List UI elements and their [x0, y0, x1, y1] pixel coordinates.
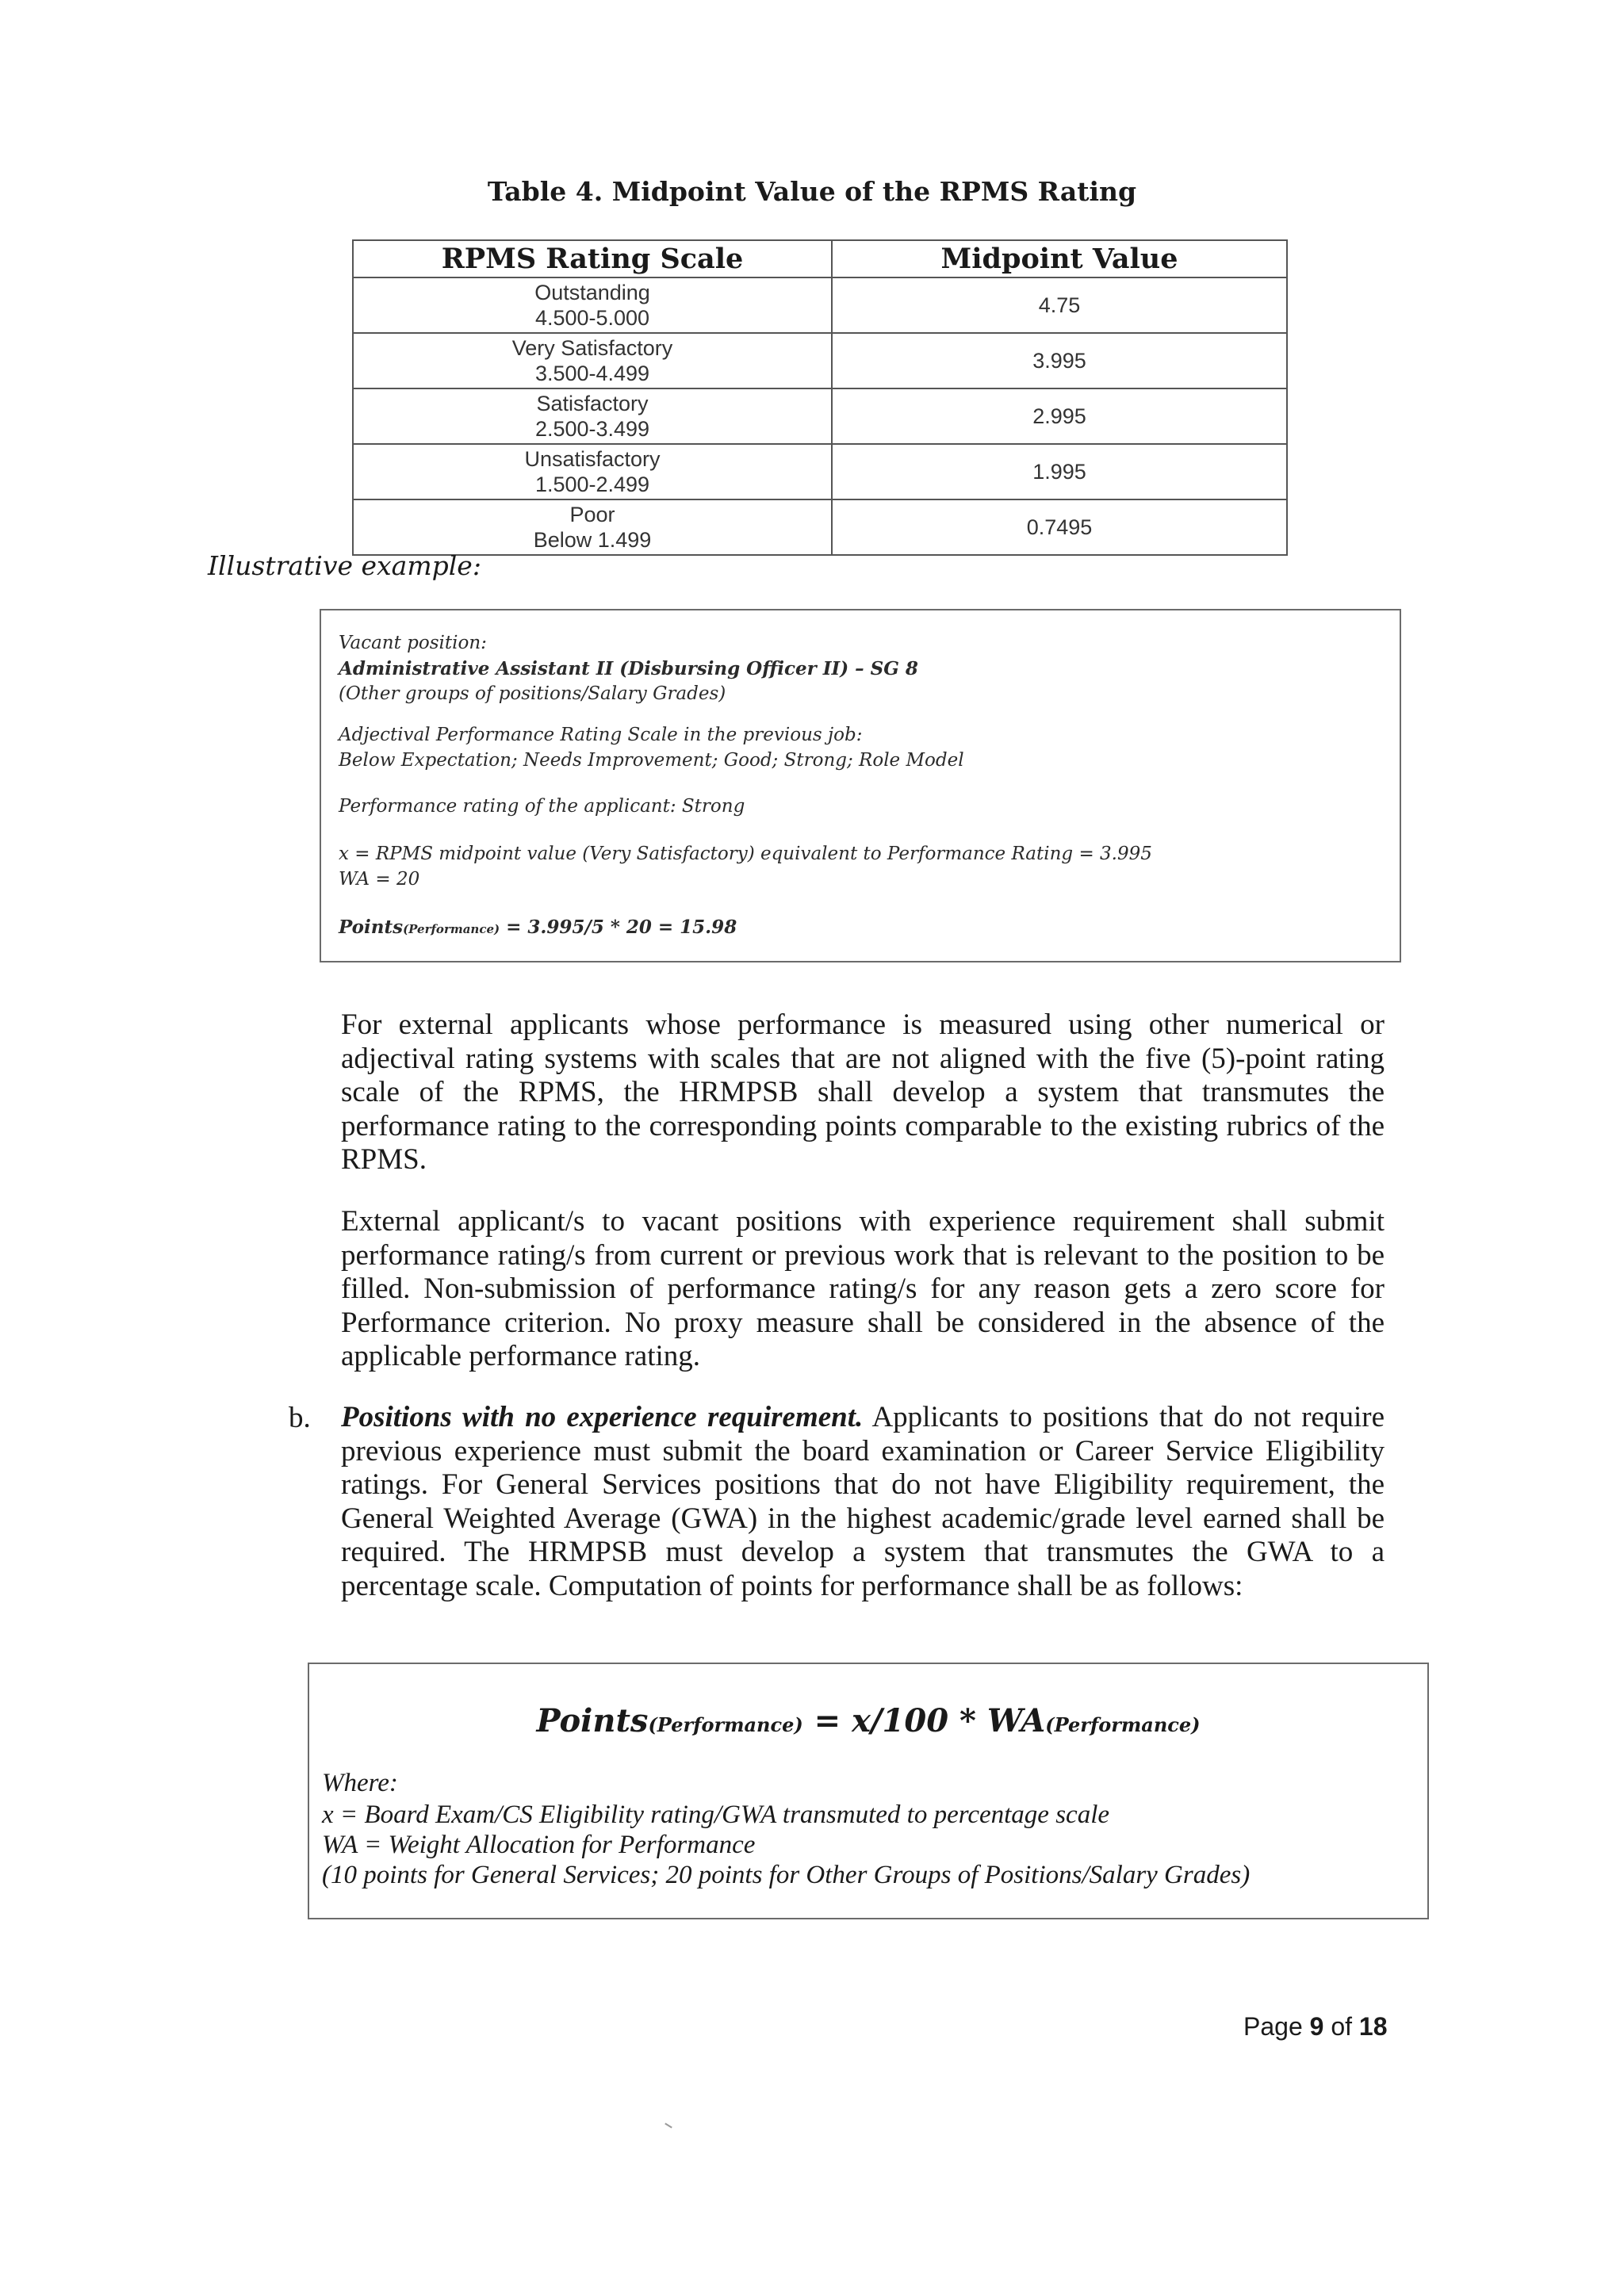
rating-range: 3.500-4.499 — [534, 362, 650, 385]
vacant-position-label: Vacant position: — [339, 633, 487, 653]
table-row — [353, 388, 1287, 444]
of-word: of — [1323, 2012, 1359, 2041]
x-definition-line: x = RPMS midpoint value (Very Satisfactory) equivalent to Performance Rating = 3.995 — [339, 844, 1152, 864]
formula-middle: = x/100 * WA — [802, 1702, 1046, 1739]
rating-label: Satisfactory — [536, 392, 649, 415]
weight-note: (10 points for General Services; 20 points for Other Groups of Positions/Salary Grades) — [322, 1861, 1251, 1889]
points-subscript: (Performance) — [403, 922, 500, 936]
column-header-midpoint: Midpoint Value — [832, 240, 1287, 277]
points-computation — [339, 916, 737, 938]
rating-label: Very Satisfactory — [511, 336, 673, 360]
scan-speck — [665, 2123, 672, 2129]
rating-range: 1.500-2.499 — [534, 473, 650, 496]
midpoint-cell: 3.995 — [832, 333, 1287, 388]
rating-range: 2.500-3.499 — [534, 417, 650, 441]
midpoint-cell: 1.995 — [832, 444, 1287, 499]
list-marker-b: b. — [289, 1402, 311, 1434]
rating-range: Below 1.499 — [533, 528, 652, 552]
table-header-row — [353, 240, 1287, 277]
rating-label: Unsatisfactory — [524, 447, 661, 471]
table-row — [353, 499, 1287, 555]
scale-values: Below Expectation; Needs Improvement; Good; Strong; Role Model — [339, 750, 964, 771]
table-row — [353, 277, 1287, 333]
rating-scale-cell — [353, 499, 832, 555]
position-title: Administrative Assistant II (Disbursing Officer II) – SG 8 — [339, 658, 918, 679]
formula-points-word: Points — [536, 1702, 649, 1739]
rating-scale-cell — [353, 388, 832, 444]
table-row — [353, 444, 1287, 499]
rating-range: 4.500-5.000 — [534, 306, 650, 330]
rating-label: Outstanding — [534, 281, 650, 304]
midpoint-cell: 0.7495 — [832, 499, 1287, 555]
position-group: (Other groups of positions/Salary Grades) — [339, 683, 726, 704]
column-header-scale: RPMS Rating Scale — [353, 240, 832, 277]
where-label: Where: — [322, 1769, 398, 1797]
midpoint-cell: 2.995 — [832, 388, 1287, 444]
current-page: 9 — [1309, 2012, 1324, 2041]
paragraph-no-experience — [341, 1401, 1385, 1603]
points-formula — [309, 1702, 1427, 1739]
total-pages: 18 — [1358, 2012, 1388, 2041]
x-definition: x = Board Exam/CS Eligibility rating/GWA transmuted to percentage scale — [322, 1800, 1110, 1829]
wa-line: WA = 20 — [339, 869, 420, 890]
no-experience-text: Applicants to positions that do not require previous experience must submit the board examination or Career Service Eligibility ratings. For General Services positions that do not have Eligibility requirement, the General Weighted Average (GWA) in the highest academic/grade level earned shall be required. The HRMPSB must develop a system that transmutes the GWA to a percentage scale. Computation of points for performance shall be as follows: — [341, 1401, 1385, 1602]
formula-points-subscript: (Performance) — [648, 1713, 803, 1736]
rating-label: Poor — [569, 503, 615, 526]
points-expression: = 3.995/5 * 20 = 15.98 — [500, 916, 737, 938]
performance-rating-line: Performance rating of the applicant: Strong — [339, 796, 745, 817]
scale-label: Adjectival Performance Rating Scale in the previous job: — [339, 725, 863, 745]
points-word: Points — [339, 916, 404, 938]
table-row — [353, 333, 1287, 388]
page-number — [1243, 2012, 1387, 2042]
rating-scale-cell — [353, 333, 832, 388]
page-word: Page — [1243, 2012, 1310, 2041]
rating-scale-cell — [353, 444, 832, 499]
wa-definition: WA = Weight Allocation for Performance — [322, 1831, 756, 1859]
rpms-midpoint-table — [352, 239, 1288, 556]
no-experience-heading: Positions with no experience requirement. — [341, 1401, 864, 1433]
paragraph-external-applicants: For external applicants whose performance is measured using other numerical or adjectival rating systems with scales that are not aligned with the five (5)-point rating scale of the RPMS, the HRMPSB shall develop a system that transmutes the performance rating to the corresponding points comparable to the existing rubrics of the RPMS. — [341, 1008, 1385, 1176]
formula-wa-subscript: (Performance) — [1045, 1713, 1201, 1736]
paragraph-experience-requirement: External applicant/s to vacant positions with experience requirement shall submit performance rating/s from current or previous work that is relevant to the position to be filled. Non-submission of performance rating/s for any reason gets a zero score for Performance criterion. No proxy measure shall be considered in the absence of the applicable performance rating. — [341, 1205, 1385, 1372]
table-title: Table 4. Midpoint Value of the RPMS Rating — [487, 176, 1137, 207]
formula-box — [308, 1663, 1429, 1919]
rating-scale-cell — [353, 277, 832, 333]
illustrative-example-label: Illustrative example: — [208, 550, 481, 581]
midpoint-cell: 4.75 — [832, 277, 1287, 333]
illustrative-example-box — [320, 609, 1401, 962]
